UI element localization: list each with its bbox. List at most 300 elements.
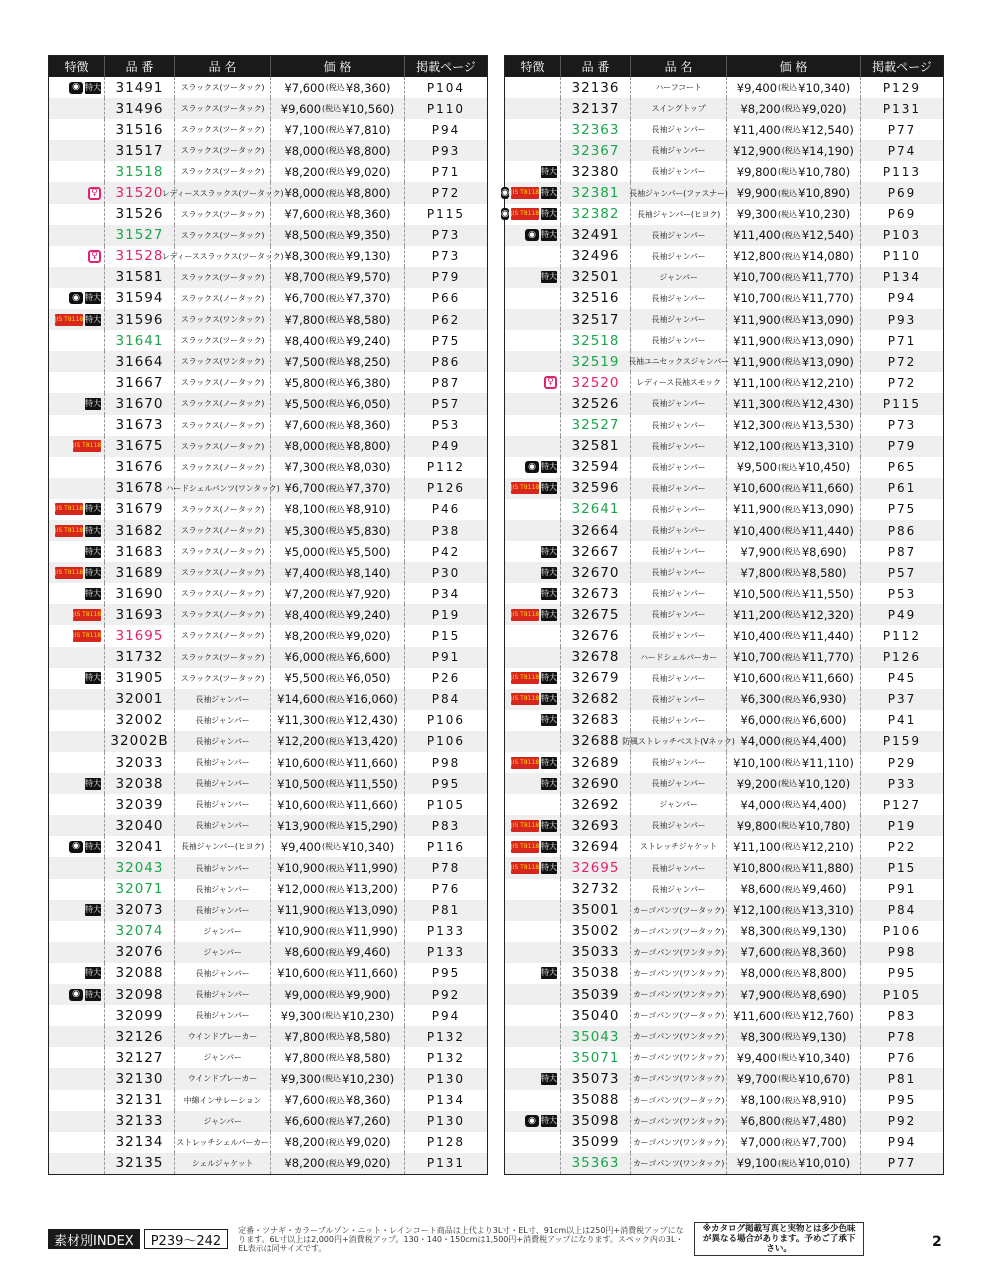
product-name: 長袖ジャンパー bbox=[175, 900, 271, 921]
oversize-badge: 特大 bbox=[85, 504, 101, 514]
product-code: 32134 bbox=[105, 1132, 175, 1153]
product-code: 32516 bbox=[561, 288, 631, 309]
catalog-page: P106 bbox=[426, 734, 466, 749]
table-row bbox=[49, 942, 487, 963]
table-row bbox=[49, 309, 487, 330]
table-row bbox=[505, 857, 943, 878]
tax-label: (税込 bbox=[781, 251, 801, 261]
price-cell bbox=[727, 857, 861, 878]
price-cell bbox=[271, 857, 405, 878]
price-with-tax: ¥10,230) bbox=[798, 207, 851, 222]
tax-label: (税込 bbox=[325, 863, 345, 873]
table-row bbox=[505, 752, 943, 773]
catalog-page: P133 bbox=[426, 924, 466, 939]
price-cell bbox=[271, 98, 405, 119]
price-cell bbox=[271, 1153, 405, 1174]
feature-cell bbox=[505, 921, 561, 942]
price: ¥8,200 bbox=[284, 164, 325, 179]
feature-cell bbox=[505, 457, 561, 478]
price-cell bbox=[271, 562, 405, 583]
tax-label: (税込 bbox=[325, 947, 345, 957]
feature-cell bbox=[49, 77, 105, 98]
price-cell bbox=[727, 372, 861, 393]
product-name: 長袖ジャンパー bbox=[631, 309, 727, 330]
product-name: 長袖ジャンパー bbox=[175, 1005, 271, 1026]
price: ¥11,100 bbox=[733, 375, 781, 390]
catalog-page: P104 bbox=[426, 80, 466, 95]
price-with-tax: ¥7,810) bbox=[345, 122, 391, 137]
table-row bbox=[49, 1153, 487, 1174]
table-row bbox=[49, 1005, 487, 1026]
price: ¥12,900 bbox=[733, 143, 781, 158]
table-row bbox=[49, 815, 487, 836]
feature-cell bbox=[49, 857, 105, 878]
price: ¥8,700 bbox=[284, 270, 325, 285]
jis-t8118-badge: JIS T8118 bbox=[55, 314, 83, 326]
price-with-tax: ¥12,430) bbox=[345, 713, 398, 728]
price: ¥7,300 bbox=[284, 460, 325, 475]
price-with-tax: ¥13,090) bbox=[801, 333, 854, 348]
product-code: 32693 bbox=[561, 815, 631, 836]
ladies-icon: ♀ bbox=[88, 250, 101, 263]
table-row bbox=[49, 836, 487, 857]
catalog-page: P116 bbox=[426, 839, 466, 854]
catalog-page: P29 bbox=[887, 755, 917, 770]
catalog-page: P98 bbox=[431, 755, 461, 770]
oversize-badge: 特大 bbox=[85, 525, 101, 535]
tax-label: (税込 bbox=[781, 125, 801, 135]
feature-cell bbox=[505, 1153, 561, 1174]
catalog-page: P87 bbox=[431, 375, 461, 390]
price-with-tax: ¥10,780) bbox=[798, 818, 851, 833]
product-code: 35363 bbox=[561, 1153, 631, 1174]
product-code: 31675 bbox=[105, 436, 175, 457]
feature-cell bbox=[49, 457, 105, 478]
feature-cell bbox=[505, 267, 561, 288]
price-with-tax: ¥10,780) bbox=[798, 164, 851, 179]
price-cell bbox=[727, 436, 861, 457]
product-code: 32073 bbox=[105, 900, 175, 921]
price: ¥10,500 bbox=[733, 586, 781, 601]
tax-label: (税込 bbox=[781, 758, 801, 768]
ladies-icon: ♀ bbox=[88, 187, 101, 200]
catalog-page: P92 bbox=[887, 1114, 917, 1129]
price-with-tax: ¥13,530) bbox=[801, 418, 854, 433]
price-cell bbox=[727, 689, 861, 710]
price-cell bbox=[271, 1026, 405, 1047]
table-row bbox=[505, 140, 943, 161]
table-row bbox=[49, 562, 487, 583]
table-row bbox=[505, 288, 943, 309]
price-with-tax: ¥11,110) bbox=[801, 755, 854, 770]
tax-label: (税込 bbox=[781, 526, 801, 536]
price: ¥8,100 bbox=[740, 1093, 781, 1108]
oversize-badge: 特大 bbox=[541, 694, 557, 704]
product-code: 31527 bbox=[105, 225, 175, 246]
table-row bbox=[505, 773, 943, 794]
oversize-badge: 特大 bbox=[541, 1116, 557, 1126]
table-row bbox=[505, 879, 943, 900]
catalog-page: P81 bbox=[887, 1071, 917, 1086]
product-name: 長袖ジャンパー bbox=[631, 520, 727, 541]
oversize-badge: 特大 bbox=[85, 82, 101, 92]
product-code: 31679 bbox=[105, 499, 175, 520]
product-name: カーゴパンツ(ワンタック) bbox=[631, 1132, 727, 1153]
feature-cell bbox=[49, 520, 105, 541]
price-with-tax: ¥8,690) bbox=[801, 544, 847, 559]
feature-cell bbox=[49, 499, 105, 520]
header-price: 価 格 bbox=[271, 56, 405, 77]
product-code: 31670 bbox=[105, 393, 175, 414]
catalog-page: P62 bbox=[431, 312, 461, 327]
product-name: レディーススラックス(ツータック) bbox=[175, 182, 271, 203]
catalog-page: P83 bbox=[431, 818, 461, 833]
jis-t8118-badge: JIS T8118 bbox=[55, 567, 83, 579]
table-row bbox=[49, 182, 487, 203]
price: ¥9,400 bbox=[736, 80, 778, 95]
product-code: 31732 bbox=[105, 647, 175, 668]
feature-cell bbox=[505, 984, 561, 1005]
product-code: 32664 bbox=[561, 520, 631, 541]
feature-cell bbox=[505, 499, 561, 520]
feature-cell bbox=[505, 436, 561, 457]
tax-label: (税込 bbox=[325, 779, 345, 789]
table-header bbox=[505, 56, 943, 77]
catalog-page: P86 bbox=[887, 523, 917, 538]
price-cell bbox=[727, 647, 861, 668]
feature-cell bbox=[49, 415, 105, 436]
price: ¥7,600 bbox=[284, 80, 325, 95]
product-name: 長袖ジャンパー bbox=[175, 857, 271, 878]
price-with-tax: ¥4,400) bbox=[801, 734, 847, 749]
product-name: カーゴパンツ(ワンタック) bbox=[631, 963, 727, 984]
oversize-badge: 特大 bbox=[541, 863, 557, 873]
tax-label: (税込 bbox=[781, 610, 801, 620]
price-cell bbox=[271, 900, 405, 921]
product-name: 長袖ジャンパー bbox=[631, 625, 727, 646]
feature-cell bbox=[505, 689, 561, 710]
tax-label: (税込 bbox=[325, 926, 345, 936]
product-code: 35088 bbox=[561, 1090, 631, 1111]
oversize-badge: 特大 bbox=[85, 588, 101, 598]
feature-cell bbox=[505, 351, 561, 372]
price: ¥7,900 bbox=[740, 544, 781, 559]
product-code: 31641 bbox=[105, 330, 175, 351]
product-code: 32001 bbox=[105, 689, 175, 710]
product-name: カーゴパンツ(ワンタック) bbox=[631, 1153, 727, 1174]
price-with-tax: ¥10,230) bbox=[342, 1071, 395, 1086]
product-name: カーゴパンツ(ワンタック) bbox=[631, 984, 727, 1005]
product-name: 長袖ジャンパー bbox=[631, 415, 727, 436]
catalog-page: P94 bbox=[887, 1135, 917, 1150]
feature-cell bbox=[505, 963, 561, 984]
oversize-badge: 特大 bbox=[85, 546, 101, 556]
table-row bbox=[505, 98, 943, 119]
feature-cell bbox=[49, 773, 105, 794]
tax-label: (税込 bbox=[781, 420, 801, 430]
tax-label: (税込 bbox=[325, 420, 345, 430]
price: ¥8,000 bbox=[284, 439, 325, 454]
feature-cell bbox=[505, 372, 561, 393]
product-code: 32367 bbox=[561, 140, 631, 161]
price-with-tax: ¥8,690) bbox=[801, 987, 847, 1002]
oversize-badge: 特大 bbox=[541, 209, 557, 219]
price: ¥8,100 bbox=[284, 502, 325, 517]
table-row bbox=[505, 520, 943, 541]
oversize-badge: 特大 bbox=[541, 673, 557, 683]
feature-cell bbox=[505, 604, 561, 625]
product-code: 32076 bbox=[105, 942, 175, 963]
header-price: 価 格 bbox=[727, 56, 861, 77]
table-row bbox=[505, 309, 943, 330]
price-cell bbox=[271, 963, 405, 984]
price: ¥10,600 bbox=[277, 797, 325, 812]
tax-label: (税込 bbox=[781, 842, 801, 852]
feature-cell bbox=[505, 731, 561, 752]
table-row bbox=[505, 625, 943, 646]
product-name: 長袖ジャンパー bbox=[175, 689, 271, 710]
catalog-page: P132 bbox=[426, 1029, 466, 1044]
feature-cell bbox=[49, 161, 105, 182]
price-with-tax: ¥10,340) bbox=[798, 1050, 851, 1065]
price: ¥11,100 bbox=[733, 839, 781, 854]
catalog-page: P128 bbox=[426, 1135, 466, 1150]
price-cell bbox=[271, 541, 405, 562]
table-row bbox=[49, 647, 487, 668]
price: ¥8,200 bbox=[284, 628, 325, 643]
catalog-page: P91 bbox=[431, 650, 461, 665]
product-code: 32675 bbox=[561, 604, 631, 625]
catalog-page: P66 bbox=[431, 291, 461, 306]
product-code: 32678 bbox=[561, 647, 631, 668]
feature-cell bbox=[49, 604, 105, 625]
catalog-page: P78 bbox=[887, 1029, 917, 1044]
price: ¥6,700 bbox=[284, 291, 325, 306]
product-name: ジャンパー bbox=[175, 1111, 271, 1132]
face-icon: ◉ bbox=[525, 229, 539, 241]
price-cell bbox=[727, 225, 861, 246]
price-with-tax: ¥10,340) bbox=[798, 80, 851, 95]
tax-label: (税込 bbox=[781, 652, 801, 662]
price: ¥6,300 bbox=[740, 692, 781, 707]
catalog-page: P92 bbox=[431, 987, 461, 1002]
product-name: ジャンパー bbox=[175, 942, 271, 963]
product-code: 31516 bbox=[105, 119, 175, 140]
table-row bbox=[505, 562, 943, 583]
price-cell bbox=[727, 879, 861, 900]
product-code: 35002 bbox=[561, 921, 631, 942]
product-name: 長袖ジャンパー bbox=[631, 161, 727, 182]
table-body bbox=[49, 77, 487, 1174]
tax-label: (税込 bbox=[325, 188, 345, 198]
table-row bbox=[505, 1132, 943, 1153]
price: ¥8,200 bbox=[284, 1156, 325, 1171]
tax-label: (税込 bbox=[781, 315, 801, 325]
feature-cell bbox=[49, 1132, 105, 1153]
table-row bbox=[49, 1026, 487, 1047]
price-cell bbox=[271, 942, 405, 963]
price: ¥12,000 bbox=[277, 882, 325, 897]
catalog-page: P106 bbox=[882, 924, 922, 939]
price-cell bbox=[727, 1047, 861, 1068]
price: ¥6,600 bbox=[284, 1114, 325, 1129]
product-name: スラックス(ツータック) bbox=[175, 267, 271, 288]
tax-label: (税込 bbox=[325, 357, 345, 367]
jis-t8118-badge: JIS T8118 bbox=[511, 208, 539, 220]
price-cell bbox=[727, 393, 861, 414]
table-row bbox=[49, 520, 487, 541]
product-code: 31682 bbox=[105, 520, 175, 541]
feature-cell bbox=[505, 415, 561, 436]
tax-label: (税込 bbox=[325, 568, 345, 578]
feature-cell bbox=[49, 625, 105, 646]
price-with-tax: ¥8,800) bbox=[801, 966, 847, 981]
table-row bbox=[505, 583, 943, 604]
header-page: 掲載ページ bbox=[416, 60, 476, 74]
feature-cell bbox=[49, 710, 105, 731]
product-code: 32596 bbox=[561, 478, 631, 499]
price: ¥8,200 bbox=[740, 101, 781, 116]
catalog-page: P73 bbox=[431, 228, 461, 243]
price-cell bbox=[727, 984, 861, 1005]
price-with-tax: ¥8,800) bbox=[345, 439, 391, 454]
feature-cell bbox=[49, 752, 105, 773]
product-code: 32679 bbox=[561, 668, 631, 689]
product-name: スラックス(ツータック) bbox=[175, 204, 271, 225]
price: ¥12,100 bbox=[733, 903, 781, 918]
jis-t8118-badge: JIS T8118 bbox=[73, 609, 101, 621]
product-code: 31683 bbox=[105, 541, 175, 562]
price: ¥10,900 bbox=[277, 861, 325, 876]
price-cell bbox=[727, 921, 861, 942]
catalog-page: P61 bbox=[887, 481, 917, 496]
face-icon: ◉ bbox=[525, 1115, 539, 1127]
price-cell bbox=[727, 604, 861, 625]
price: ¥10,600 bbox=[733, 671, 781, 686]
price-cell bbox=[271, 1111, 405, 1132]
feature-cell bbox=[49, 288, 105, 309]
table-row bbox=[505, 647, 943, 668]
tax-label: (税込 bbox=[781, 1095, 801, 1105]
product-name: 長袖ジャンパー bbox=[631, 330, 727, 351]
table-row bbox=[49, 204, 487, 225]
feature-cell bbox=[49, 668, 105, 689]
product-code: 32098 bbox=[105, 984, 175, 1005]
feature-cell bbox=[505, 668, 561, 689]
material-index-label: 素材別INDEX bbox=[48, 1229, 140, 1249]
catalog-page: P81 bbox=[431, 903, 461, 918]
jis-t8118-badge: JIS T8118 bbox=[511, 609, 539, 621]
price-with-tax: ¥14,080) bbox=[801, 249, 854, 264]
tax-label: (税込 bbox=[781, 884, 801, 894]
price-with-tax: ¥9,020) bbox=[345, 1156, 391, 1171]
price-cell bbox=[271, 499, 405, 520]
table-row bbox=[505, 457, 943, 478]
oversize-badge: 特大 bbox=[541, 483, 557, 493]
oversize-badge: 特大 bbox=[541, 757, 557, 767]
product-code: 32682 bbox=[561, 689, 631, 710]
feature-cell bbox=[49, 393, 105, 414]
table-row bbox=[49, 921, 487, 942]
tax-label: (税込 bbox=[325, 652, 345, 662]
price-with-tax: ¥14,190) bbox=[801, 143, 854, 158]
product-code: 32692 bbox=[561, 794, 631, 815]
catalog-page: P15 bbox=[887, 861, 917, 876]
feature-cell bbox=[505, 1132, 561, 1153]
price-with-tax: ¥13,090) bbox=[345, 903, 398, 918]
product-name: 長袖ジャンパー bbox=[175, 773, 271, 794]
product-name: 長袖ジャンパー bbox=[631, 140, 727, 161]
price-cell bbox=[271, 1090, 405, 1111]
product-code: 32381 bbox=[561, 182, 631, 203]
price-with-tax: ¥8,580) bbox=[345, 312, 391, 327]
price: ¥8,000 bbox=[284, 186, 325, 201]
catalog-page: P30 bbox=[431, 565, 461, 580]
tax-label: (税込 bbox=[325, 1116, 345, 1126]
tax-label: (税込 bbox=[781, 926, 801, 936]
table-row bbox=[49, 963, 487, 984]
table-row bbox=[49, 267, 487, 288]
material-index-pages: P239〜242 bbox=[144, 1229, 228, 1249]
feature-cell bbox=[505, 225, 561, 246]
product-name: 中綿インサレーション bbox=[175, 1090, 271, 1111]
face-icon: ◉ bbox=[69, 82, 83, 94]
price-with-tax: ¥13,420) bbox=[345, 734, 398, 749]
product-name: 長袖ジャンパー bbox=[631, 478, 727, 499]
feature-cell bbox=[49, 836, 105, 857]
index-table-right bbox=[501, 55, 944, 1175]
tax-label: (税込 bbox=[322, 1011, 342, 1021]
feature-cell bbox=[49, 436, 105, 457]
price-with-tax: ¥9,130) bbox=[801, 924, 847, 939]
product-code: 32517 bbox=[561, 309, 631, 330]
feature-cell bbox=[505, 583, 561, 604]
table-row bbox=[505, 942, 943, 963]
table-row bbox=[49, 1132, 487, 1153]
price-with-tax: ¥6,930) bbox=[801, 692, 847, 707]
product-name: スラックス(ツータック) bbox=[175, 225, 271, 246]
price-cell bbox=[271, 1047, 405, 1068]
product-code: 31693 bbox=[105, 604, 175, 625]
tax-label: (税込 bbox=[325, 1095, 345, 1105]
catalog-page: P38 bbox=[431, 523, 461, 538]
feature-cell bbox=[49, 1068, 105, 1089]
product-code: 32135 bbox=[105, 1153, 175, 1174]
table-row bbox=[505, 119, 943, 140]
tax-label: (税込 bbox=[325, 125, 345, 135]
product-name: ジャンパー bbox=[631, 267, 727, 288]
price-cell bbox=[727, 330, 861, 351]
jis-t8118-badge: JIS T8118 bbox=[55, 525, 83, 537]
product-name: 長袖ジャンパー(ヒヨク) bbox=[631, 204, 727, 225]
feature-cell bbox=[49, 140, 105, 161]
price: ¥7,000 bbox=[740, 1135, 781, 1150]
price-cell bbox=[727, 583, 861, 604]
price-cell bbox=[727, 1068, 861, 1089]
product-name: 長袖ジャンパー bbox=[631, 225, 727, 246]
price-with-tax: ¥9,350) bbox=[345, 228, 391, 243]
price-with-tax: ¥6,050) bbox=[345, 396, 391, 411]
tax-label: (税込 bbox=[781, 947, 801, 957]
catalog-page: P91 bbox=[887, 882, 917, 897]
product-code: 32126 bbox=[105, 1026, 175, 1047]
price: ¥9,800 bbox=[736, 818, 778, 833]
tax-label: (税込 bbox=[325, 673, 345, 683]
price-with-tax: ¥8,580) bbox=[345, 1050, 391, 1065]
feature-cell bbox=[49, 119, 105, 140]
price: ¥9,000 bbox=[284, 987, 325, 1002]
oversize-badge: 特大 bbox=[541, 166, 557, 176]
